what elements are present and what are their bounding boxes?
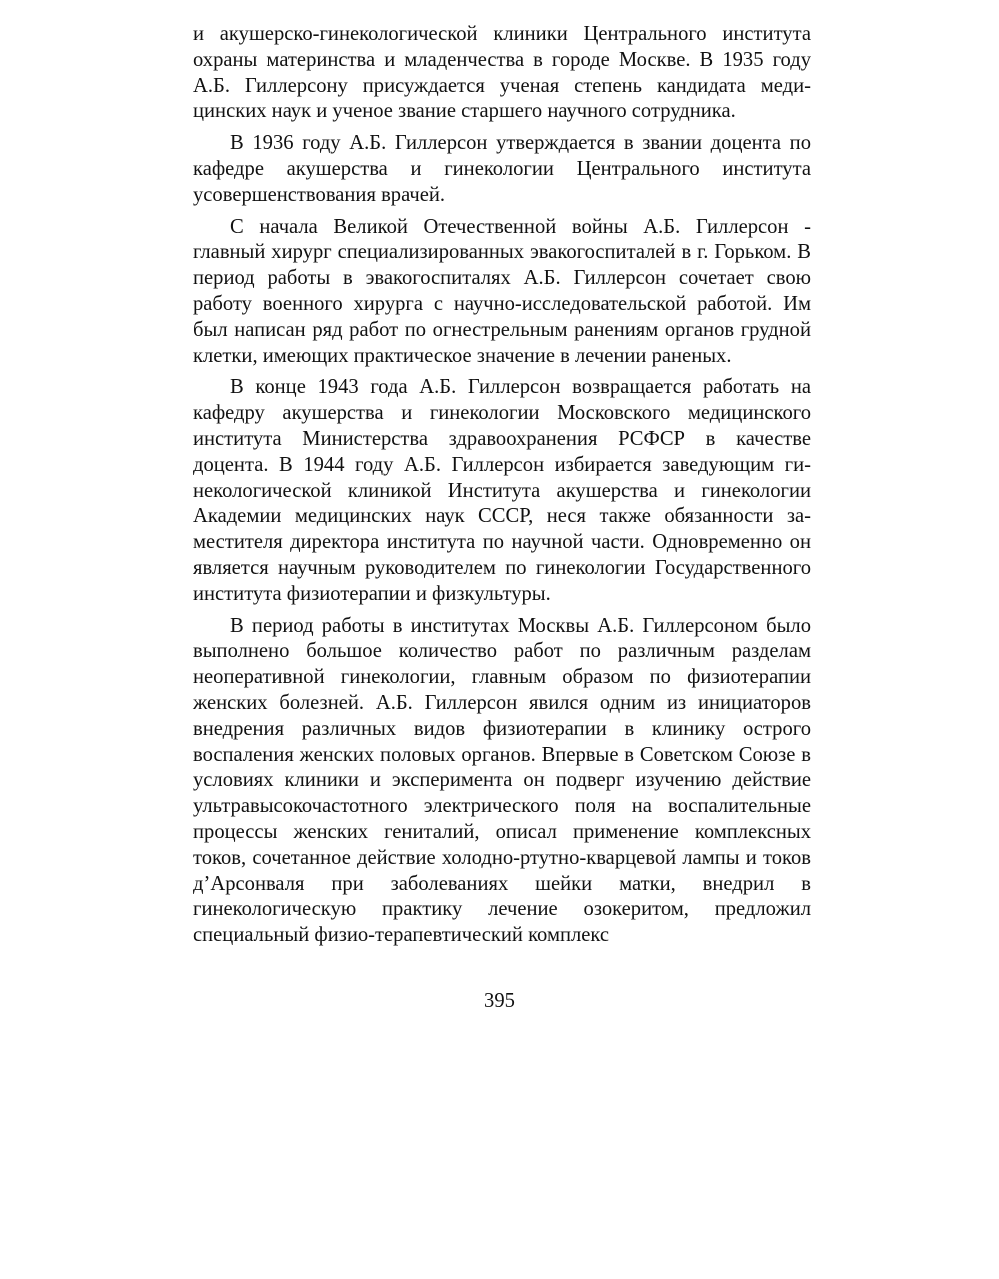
page-number: 395 [484, 990, 515, 1012]
paragraph-moscow-institutes: В период работы в институтах Москвы А.Б. Гиллерсоном было выполнено большое количество работ по различным разделам неоперативной гинекологии, главным образом по физиотерапии женских болезней. А.Б. Гиллерсон явился одним из инициаторов внедрения различных видов физиотерапии в клинику острого воспаления женских половых органов. Впервые в Советском Союзе в условиях клиники и эксперимента он подверг изучению действие ультравысокочастотного электрического поля на воспалительные процессы женских гениталий, описал применение комплексных токов, сочетанное действие холодно-ртутно-кварцевой лампы и токов д’Арсонваля при заболеваниях шейки матки, внедрил в гинекологическую практику лечение озокеритом, предложил специальный физио-терапевтический комплекс [193, 614, 811, 947]
body-text [193, 22, 811, 955]
paragraph-war: С начала Великой Отечественной войны А.Б. Гиллерсон - главный хирург специализированных эвакогоспиталей в г. Горьком. В период работы в эвакогоспиталях А.Б. Гиллерсон сочетает свою работу военного хирурга с научно-исследовательской работой. Им был написан ряд работ по огнестрельным ранениям органов грудной клетки, имеющих практическое значение в лечении раненых. [193, 215, 811, 367]
paragraph-1936: В 1936 году А.Б. Гиллерсон утверждается в звании доцента по кафедре акушерства и гинекологии Центрального института усовершенствования врачей. [193, 132, 811, 206]
paragraph-continued: и акушерско-гинекологической клиники Центрального института охраны материнства и младенчества в городе Москве. В 1935 году А.Б. Гиллерсону присуждается ученая степень кандидата медицинских наук и ученое звание старшего научного сотрудника. [193, 23, 811, 123]
paragraph-1943: В конце 1943 года А.Б. Гиллерсон возвращается работать на кафедру акушерства и гинекологии Московского медицинского института Министерства здравоохранения РСФСР в качестве доцента. В 1944 году А.Б. Гиллерсон избирается заведующим гинекологической клиникой Института акушерства и гинекологии Академии медицинских наук СССР, неся также обязанности заместителя директора института по научной части. Одновременно он является научным руководителем по гинекологии Государственного института физиотерапии и физкультуры. [193, 376, 811, 605]
